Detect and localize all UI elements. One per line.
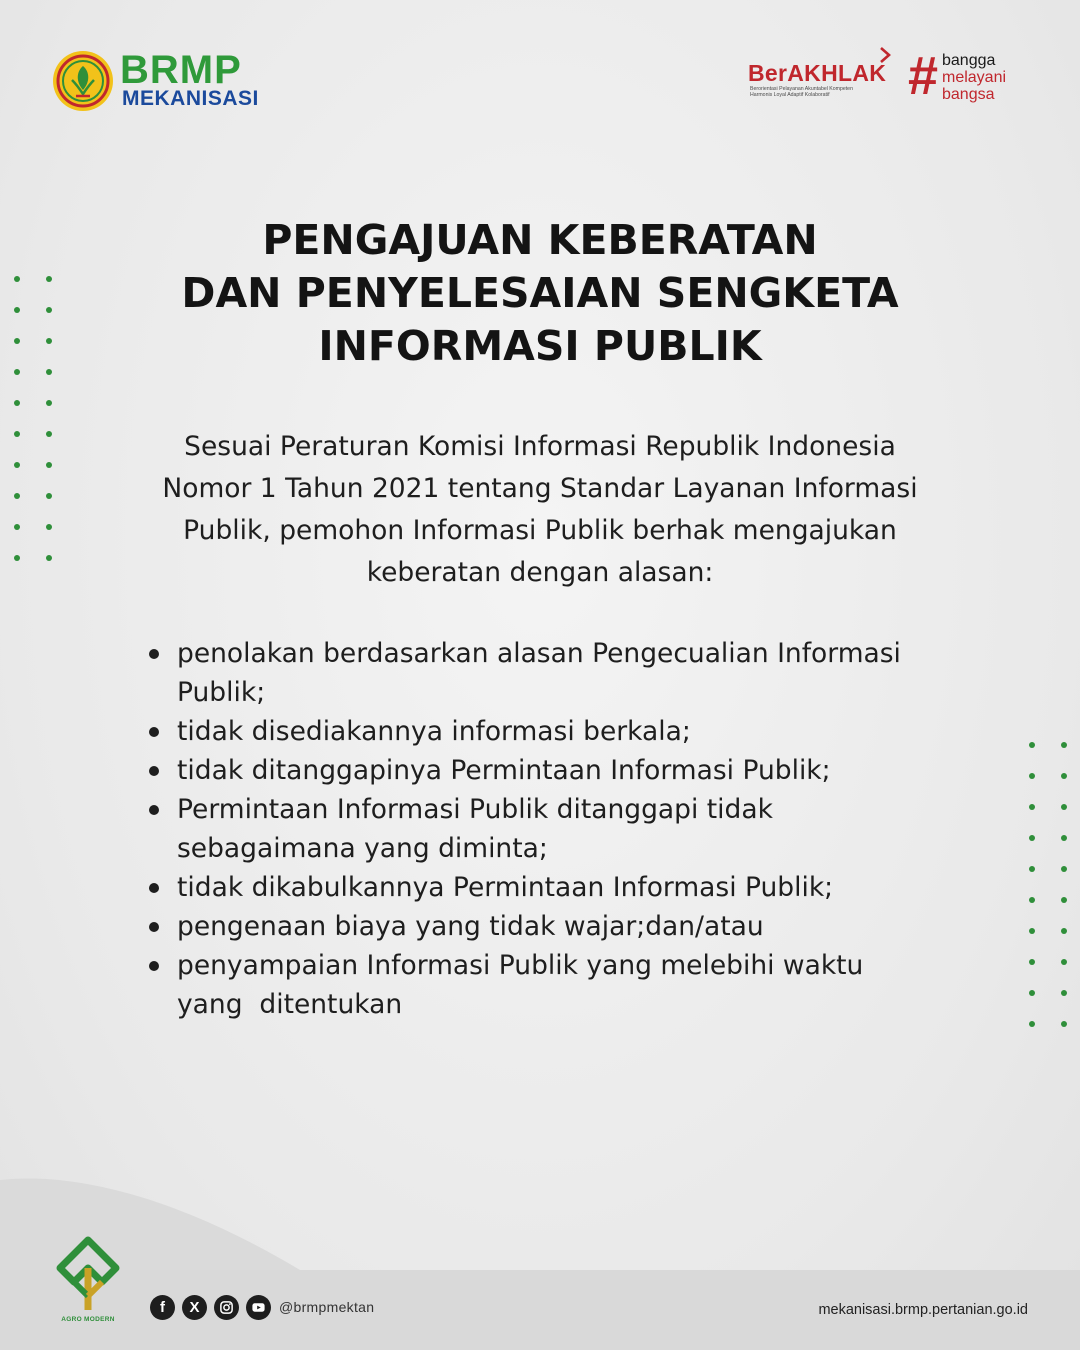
dot — [14, 524, 20, 530]
list-item-text: penyampaian Informasi Publik yang melebihi waktu yang ditentukan — [177, 950, 864, 1020]
bullet-icon — [149, 922, 159, 932]
list-item-text: penolakan berdasarkan alasan Pengecualian Informasi Publik; — [177, 638, 901, 708]
page-title — [60, 214, 1020, 373]
dot — [46, 462, 52, 468]
dot — [1029, 990, 1035, 996]
dot — [1029, 804, 1035, 810]
list-item — [146, 712, 1006, 751]
dot — [1029, 1021, 1035, 1027]
berakhlak-tagline-line2: Harmonis Loyal Adaptif Kolaboratif — [750, 92, 830, 99]
social-handle[interactable]: @brmpmektan — [279, 1299, 375, 1315]
berakhlak-wordmark: BerAKHLAK — [748, 60, 887, 86]
dot — [46, 524, 52, 530]
berakhlak-tagline — [750, 86, 890, 98]
title-line3: INFORMASI PUBLIK — [318, 322, 762, 370]
bangga-melayani-bangsa-logo — [908, 46, 1038, 106]
dot — [14, 462, 20, 468]
bullet-icon — [149, 766, 159, 776]
bullet-icon — [149, 883, 159, 893]
dot — [14, 369, 20, 375]
dot — [46, 307, 52, 313]
intro-line1: Sesuai Peraturan Komisi Informasi Republik Indonesia — [184, 431, 896, 462]
list-item — [146, 634, 1006, 712]
dot — [1029, 866, 1035, 872]
bullet-icon — [149, 727, 159, 737]
list-item — [146, 907, 1006, 946]
intro-line4: keberatan dengan alasan: — [366, 557, 714, 588]
dot — [46, 369, 52, 375]
bullet-icon — [149, 649, 159, 659]
intro-line3: Publik, pemohon Informasi Publik berhak mengajukan — [183, 515, 897, 546]
dot — [46, 400, 52, 406]
facebook-icon[interactable]: f — [150, 1295, 175, 1320]
dot — [1061, 742, 1067, 748]
list-item-text: tidak disediakannya informasi berkala; — [177, 716, 691, 747]
brand-subtitle: MEKANISASI — [122, 87, 259, 110]
dot — [46, 276, 52, 282]
bangga-line3: bangsa — [942, 86, 995, 103]
agro-modern-icon — [52, 1236, 124, 1316]
dot — [14, 431, 20, 437]
dot — [1029, 835, 1035, 841]
list-item — [146, 751, 1006, 790]
intro-line2: Nomor 1 Tahun 2021 tentang Standar Layanan Informasi — [162, 473, 918, 504]
website-url[interactable]: mekanisasi.brmp.pertanian.go.id — [818, 1302, 1028, 1318]
dot — [1061, 990, 1067, 996]
dot — [14, 555, 20, 561]
list-item — [146, 868, 1006, 907]
dot — [1029, 773, 1035, 779]
dot — [1061, 866, 1067, 872]
list-item-text: tidak ditanggapinya Permintaan Informasi Publik; — [177, 755, 831, 786]
dot — [46, 431, 52, 437]
title-line1: PENGAJUAN KEBERATAN — [262, 216, 818, 264]
bangga-line2: melayani — [942, 69, 1007, 86]
dot — [1029, 742, 1035, 748]
intro-paragraph — [90, 426, 990, 594]
dot — [14, 493, 20, 499]
dot — [1029, 897, 1035, 903]
brand-name: BRMP — [120, 48, 242, 92]
title-line2: DAN PENYELESAIAN SENGKETA — [181, 269, 899, 317]
dot — [46, 338, 52, 344]
bangga-line1: bangga — [942, 52, 996, 69]
berakhlak-logo — [748, 46, 896, 102]
dot — [46, 555, 52, 561]
list-item-text: pengenaan biaya yang tidak wajar;dan/atau — [177, 911, 764, 942]
dot — [14, 400, 20, 406]
list-item — [146, 946, 1006, 1024]
social-links — [150, 1294, 374, 1320]
brmp-logo — [52, 50, 292, 120]
reasons-list — [146, 634, 1006, 1024]
kementan-emblem-icon — [52, 50, 114, 112]
dot — [14, 338, 20, 344]
bullet-icon — [149, 805, 159, 815]
dot — [1061, 897, 1067, 903]
list-item — [146, 790, 1006, 868]
dot — [1029, 928, 1035, 934]
dot — [1029, 959, 1035, 965]
list-item-text: tidak dikabulkannya Permintaan Informasi Publik; — [177, 872, 834, 903]
dot — [1061, 1021, 1067, 1027]
agro-modern-label: AGRO MODERN — [61, 1316, 115, 1323]
dot — [1061, 835, 1067, 841]
decorative-dot-grid-left — [14, 276, 54, 561]
hash-icon: # — [908, 46, 939, 106]
dot — [1061, 928, 1067, 934]
bullet-icon — [149, 961, 159, 971]
dot — [1061, 773, 1067, 779]
bangga-text — [942, 52, 1006, 103]
youtube-icon[interactable] — [246, 1295, 271, 1320]
berakhlak-tagline-line1: Berorientasi Pelayanan Akuntabel Kompeten — [750, 86, 853, 92]
dot — [1061, 804, 1067, 810]
agro-modern-logo — [52, 1236, 124, 1332]
dot — [46, 493, 52, 499]
list-item-text: Permintaan Informasi Publik ditanggapi tidak sebagaimana yang diminta; — [177, 794, 773, 864]
dot — [1061, 959, 1067, 965]
dot — [14, 276, 20, 282]
dot — [14, 307, 20, 313]
instagram-icon[interactable] — [214, 1295, 239, 1320]
x-icon[interactable]: X — [182, 1295, 207, 1320]
decorative-dot-grid-right — [1029, 742, 1069, 1027]
